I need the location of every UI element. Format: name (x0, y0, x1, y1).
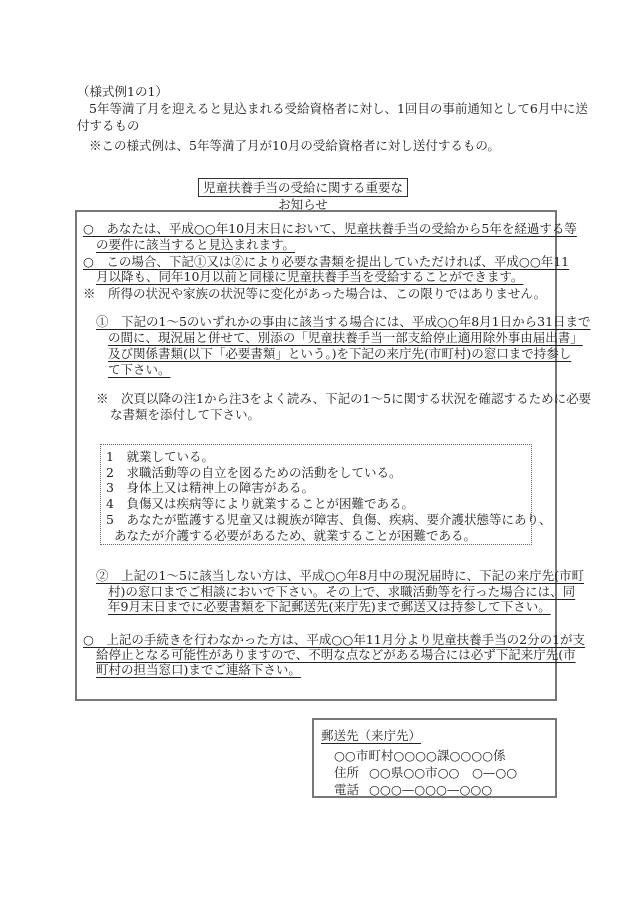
purpose-line: 5年等満了月を迎えると見込まれる受給資格者に対し、1回目の事前通知として6月中に送 (89, 101, 588, 116)
form-label: （様式例1の1） (77, 84, 168, 99)
scope-note: ※この様式例は、5年等満了月が10月の受給資格者に対し送付するもの。 (89, 138, 500, 153)
option-1-line: の間に、現況届と併せて、別添の「児童扶養手当一部支給停止適用除外事由届出書」 (108, 330, 583, 345)
address-label: 住所 (334, 765, 360, 780)
condition-item: 4 負傷又は疾病等により就業することが困難である。 (106, 496, 414, 511)
para-2-line: 月以降も、同年10月以前と同様に児童扶養手当を受給することができます。 (96, 269, 524, 284)
phone-value: ○○○—○○○—○○○ (369, 782, 493, 797)
condition-item: 2 求職活動等の自立を図るための活動をしている。 (106, 465, 402, 480)
warning-line: 給停止となる可能性がありますので、不明な点などがある場合には必ず下記来庁先(市 (96, 647, 576, 662)
warning-line: ○ 上記の手続きを行わなかった方は、平成○○年11月分より児童扶養手当の2分の1が支 (83, 632, 586, 647)
phone-label: 電話 (334, 782, 360, 797)
para-1-line: ○ あなたは、平成○○年10月末日において、児童扶養手当の受給から5年を経過する等 (83, 221, 577, 236)
condition-item: 1 就業している。 (106, 449, 214, 464)
condition-item: あなたが介護する必要があるため、就業することが困難である。 (114, 528, 477, 543)
condition-item: 5 あなたが監護する児童又は親族が障害、負傷、疾病、要介護状態等にあり、 (106, 512, 552, 527)
option-2-line: ② 上記の1～5に該当しない方は、平成○○年8月中の現況届時に、下記の来庁先(市町 (96, 568, 585, 583)
warning-line: 町村の担当窓口)までご連絡下さい。 (96, 662, 301, 677)
option-1-line: 及び関係書類(以下「必要書類」という。)を下記の来庁先(市町村)の窓口まで持参し (108, 346, 572, 361)
address-heading: 郵送先（来庁先） (321, 728, 422, 743)
exception-note: ※ 所得の状況や家族の状況等に変化があった場合は、この限りではありません。 (83, 286, 547, 301)
option-2-line: 村)の窓口までご相談においで下さい。その上で、求職活動等を行った場合には、同 (108, 584, 576, 599)
document-title: 児童扶養手当の受給に関する重要なお知らせ (198, 178, 408, 197)
para-2-line: ○ この場合、下記①又は②により必要な書類を提出していただければ、平成○○年11 (83, 254, 570, 269)
condition-item: 3 身体上又は精神上の障害がある。 (106, 480, 314, 495)
attachment-note: な書類を添付して下さい。 (110, 407, 261, 422)
attachment-note: ※ 次頁以降の注1から注3をよく読み、下記の1～5に関する状況を確認するために必要 (96, 391, 592, 406)
purpose-line: 付するもの (77, 118, 140, 133)
department: ○○市町村○○○○課○○○○係 (334, 748, 506, 763)
option-1-line: て下さい。 (108, 362, 171, 377)
option-1-line: ① 下記の1～5のいずれかの事由に該当する場合には、平成○○年8月1日から31日まで (96, 314, 591, 329)
address-value: ○○県○○市○○ ○—○○ (369, 765, 518, 780)
para-1-line: の要件に該当すると見込まれます。 (96, 237, 296, 252)
option-2-line: 年9月末日までに必要書類を下記郵送先(来庁先)まで郵送又は持参して下さい。 (108, 599, 551, 614)
